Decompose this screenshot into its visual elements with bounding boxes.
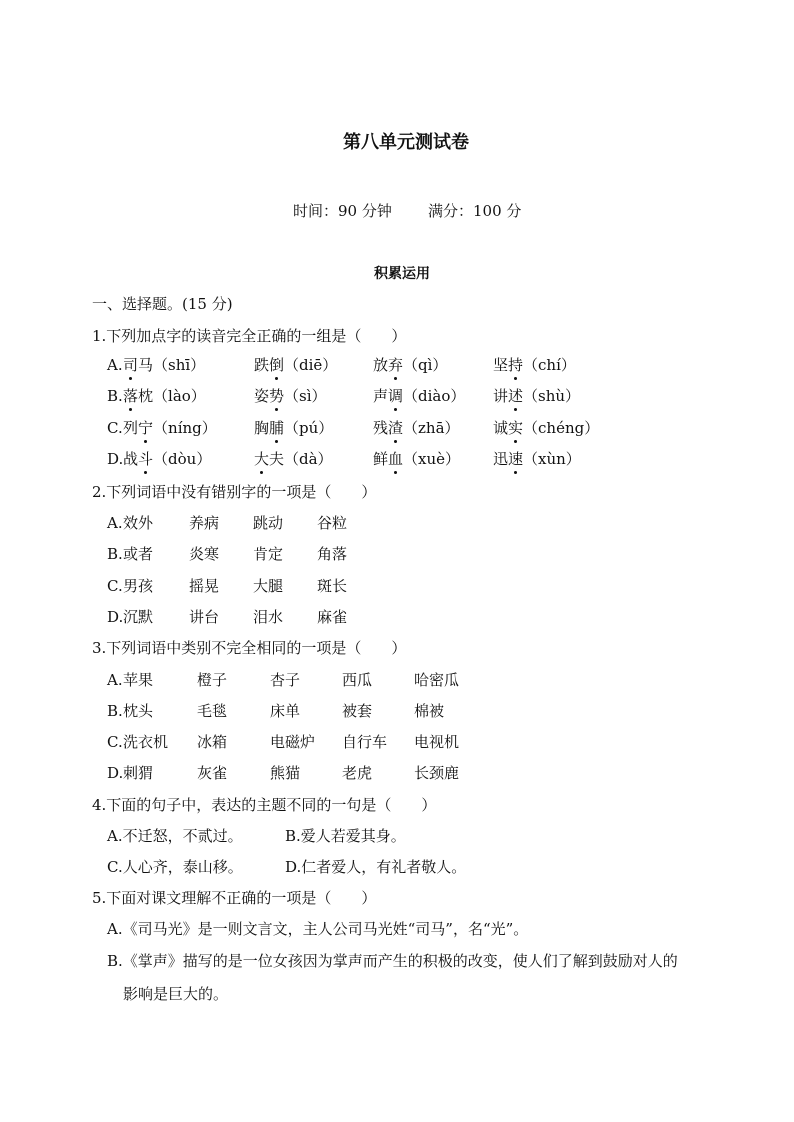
q2-word: 男孩 [123,577,154,595]
q3-word: 苹果 [123,671,154,689]
question-4-stem: 4.下面的句子中，表达的主题不同的一句是（ ） [92,796,437,814]
q1-row-b-item-2: 姿势（sì） [254,387,327,405]
q2-word: 炎寒 [189,545,220,563]
exam-score: 满分：100 分 [428,202,522,220]
emphasis-char: 势 [269,387,285,405]
q3-row-a-label: A. [107,671,123,689]
q2-word: 斑长 [317,577,348,595]
question-2-stem: 2.下列词语中没有错别字的一项是（ ） [92,483,377,501]
emphasis-char: 大 [254,450,270,468]
q1-row-b-item-3: 声调（diào） [373,387,466,405]
section-title: 积累运用 [374,266,430,282]
q3-word: 冰箱 [197,733,228,751]
part-heading: 一、选择题。(15 分) [92,295,233,313]
q1-row-d-item-1: 战斗（dòu） [123,450,212,468]
q5-option-b-continued: 影响是巨大的。 [123,985,229,1003]
q3-word: 老虎 [342,764,373,782]
q3-word: 床单 [270,702,301,720]
q4-option-a: A.不迁怒，不贰过。 [107,827,243,845]
emphasis-char: 脯 [269,419,285,437]
emphasis-char: 司 [123,356,139,374]
q2-word: 泪水 [253,608,284,626]
q1-row-d-item-2: 大夫（dà） [254,450,333,468]
emphasis-char: 持 [508,356,524,374]
emphasis-char: 弃 [388,356,404,374]
q2-word: 养病 [189,514,220,532]
q3-word: 刺猬 [123,764,154,782]
q3-row-c-label: C. [107,733,123,751]
q2-word: 跳动 [253,514,284,532]
emphasis-char: 宁 [138,419,154,437]
q1-row-c-item-1: 列宁（níng） [123,419,217,437]
q2-row-d-label: D. [107,608,124,626]
q3-word: 长颈鹿 [414,764,460,782]
q3-row-d-label: D. [107,764,124,782]
q1-row-a-item-3: 放弃（qì） [373,356,448,374]
q5-option-b: B.《掌声》描写的是一位女孩因为掌声而产生的积极的改变，使人们了解到鼓励对人的 [107,952,678,970]
exam-time: 时间：90 分钟 [293,202,392,220]
question-1-stem: 1.下列加点字的读音完全正确的一组是（ ） [92,327,407,345]
q3-word: 毛毯 [197,702,228,720]
q2-word: 大腿 [253,577,284,595]
q2-word: 或者 [123,545,154,563]
emphasis-char: 述 [508,387,524,405]
emphasis-char: 落 [123,387,139,405]
q1-row-c-item-2: 胸脯（pú） [254,419,334,437]
question-5-stem: 5.下面对课文理解不正确的一项是（ ） [92,889,377,907]
q4-option-d: D.仁者爱人，有礼者敬人。 [285,858,467,876]
q2-word: 讲台 [189,608,220,626]
q3-word: 棉被 [414,702,445,720]
emphasis-char: 斗 [138,450,154,468]
q3-word: 自行车 [342,733,388,751]
q2-word: 肯定 [253,545,284,563]
q2-word: 麻雀 [317,608,348,626]
q1-row-b-item-4: 讲述（shù） [493,387,581,405]
emphasis-char: 实 [508,419,524,437]
q1-row-c-item-4: 诚实（chéng） [493,419,600,437]
q2-word: 效外 [123,514,154,532]
q3-word: 灰雀 [197,764,228,782]
q1-row-a-item-2: 跌倒（diē） [254,356,338,374]
q3-word: 电磁炉 [270,733,316,751]
q1-row-a-item-1: 司马（shī） [123,356,206,374]
q3-word: 哈密瓜 [414,671,460,689]
q1-row-d-label: D. [107,450,124,468]
q4-option-b: B.爱人若爱其身。 [285,827,406,845]
emphasis-char: 速 [508,450,524,468]
emphasis-char: 调 [388,387,404,405]
q1-row-d-item-3: 鲜血（xuè） [373,450,461,468]
page-title: 第八单元测试卷 [343,132,469,153]
q1-row-b-label: B. [107,387,123,405]
q2-word: 沉默 [123,608,154,626]
q3-word: 西瓜 [342,671,373,689]
q1-row-c-label: C. [107,419,123,437]
question-3-stem: 3.下列词语中类别不完全相同的一项是（ ） [92,639,407,657]
q2-row-c-label: C. [107,577,123,595]
q3-word: 电视机 [414,733,460,751]
q1-row-a-item-4: 坚持（chí） [493,356,576,374]
q1-row-c-item-3: 残渣（zhā） [373,419,460,437]
q3-word: 橙子 [197,671,228,689]
q1-row-b-item-1: 落枕（lào） [123,387,206,405]
q2-word: 角落 [317,545,348,563]
emphasis-char: 血 [388,450,404,468]
q4-option-c: C.人心齐，泰山移。 [107,858,243,876]
q5-option-a: A.《司马光》是一则文言文，主人公司马光姓“司马”，名“光”。 [107,920,529,938]
q3-row-b-label: B. [107,702,123,720]
emphasis-char: 倒 [269,356,285,374]
q1-row-a-label: A. [107,356,123,374]
q2-word: 谷粒 [317,514,348,532]
q2-row-a-label: A. [107,514,123,532]
q3-word: 被套 [342,702,373,720]
q3-word: 杏子 [270,671,301,689]
q2-word: 摇晃 [189,577,220,595]
q1-row-d-item-4: 迅速（xùn） [493,450,581,468]
emphasis-char: 渣 [388,419,404,437]
q3-word: 枕头 [123,702,154,720]
q3-word: 洗衣机 [123,733,169,751]
q2-row-b-label: B. [107,545,123,563]
q3-word: 熊猫 [270,764,301,782]
